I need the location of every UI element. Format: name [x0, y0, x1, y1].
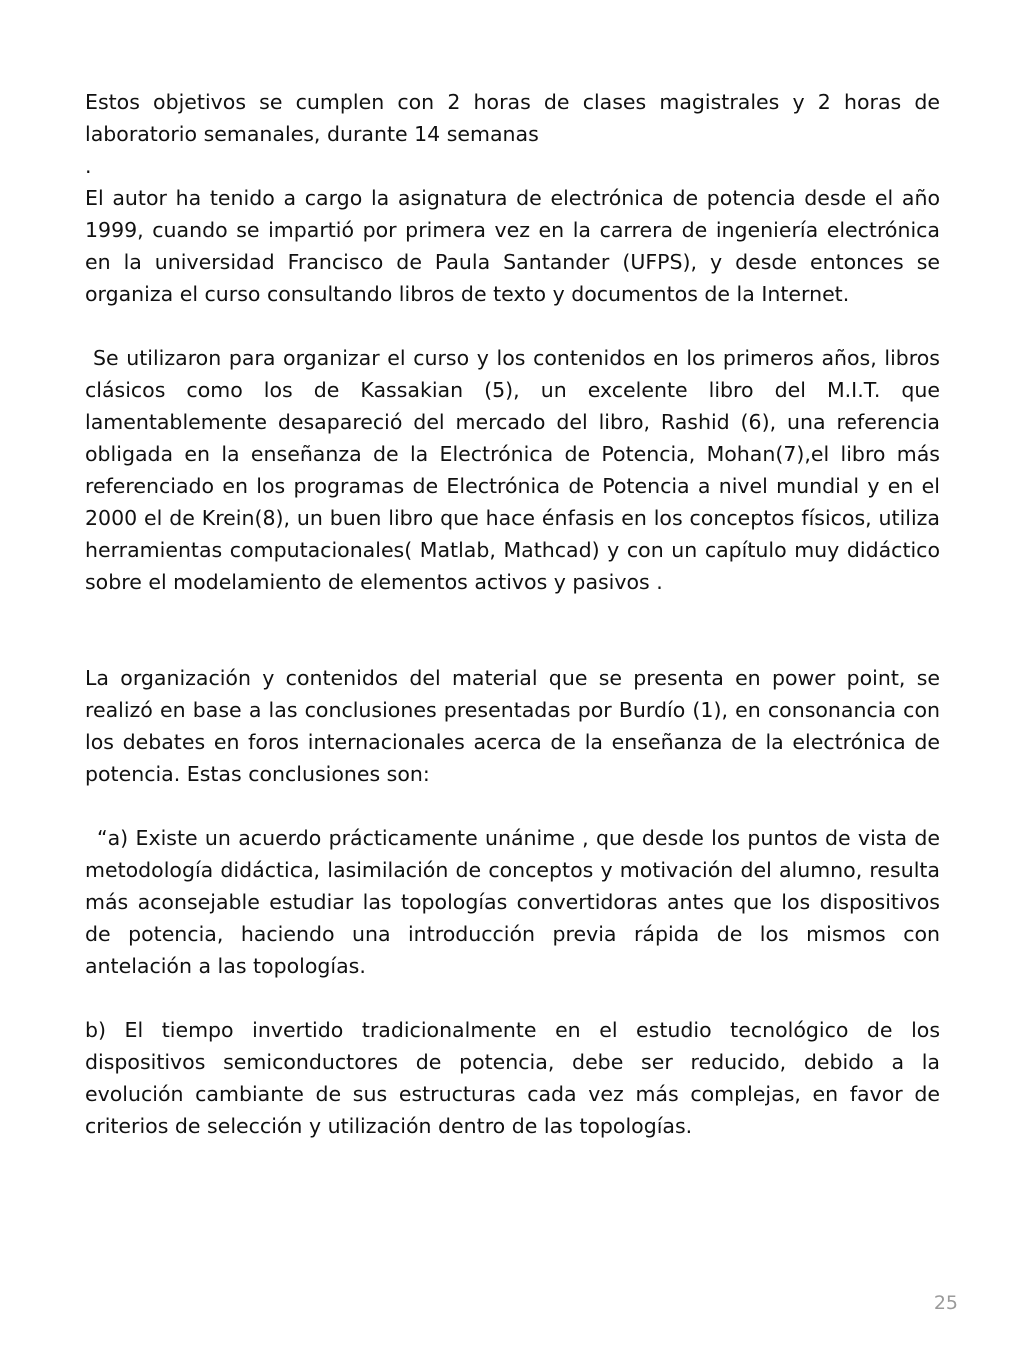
- paragraph-conclusion-a: “a) Existe un acuerdo prácticamente unánime , que desde los puntos de vista de metodología didáctica, lasimilación de conceptos y motivación del alumno, resulta más aconsejable estudiar las topologías convertidoras antes que los dispositivos de potencia, haciendo una introducción previa rápida de los mismos con antelación a las topologías.: [85, 826, 940, 978]
- paragraph-dot: .: [85, 154, 92, 178]
- page-number: 25: [933, 1292, 958, 1314]
- paragraph-schedule: Estos objetivos se cumplen con 2 horas de clases magistrales y 2 horas de laboratorio semanales, durante 14 semanas: [85, 90, 940, 146]
- paragraph-conclusion-b: b) El tiempo invertido tradicionalmente en el estudio tecnológico de los dispositivos semiconductores de potencia, debe ser reducido, debido a la evolución cambiante de sus estructuras cada vez más complejas, en favor de criterios de selección y utilización dentro de las topologías.: [85, 1018, 940, 1138]
- paragraph-organization: La organización y contenidos del material que se presenta en power point, se realizó en base a las conclusiones presentadas por Burdío (1), en consonancia con los debates en foros internacionales acerca de la enseñanza de la electrónica de potencia. Estas conclusiones son:: [85, 666, 940, 786]
- paragraph-author-history: El autor ha tenido a cargo la asignatura de electrónica de potencia desde el año 1999, cuando se impartió por primera vez en la carrera de ingeniería electrónica en la universidad Francisco de Paula Santander (UFPS), y desde entonces se organiza el curso consultando libros de texto y documentos de la Internet.: [85, 186, 940, 306]
- paragraph-reference-books: Se utilizaron para organizar el curso y los contenidos en los primeros años, libros clásicos como los de Kassakian (5), un excelente libro del M.I.T. que lamentablemente desapareció del mercado del libro, Rashid (6), una referencia obligada en la enseñanza de la Electrónica de Potencia, Mohan(7),el libro más referenciado en los programas de Electrónica de Potencia a nivel mundial y en el 2000 el de Krein(8), un buen libro que hace énfasis en los conceptos físicos, utiliza herramientas computacionales( Matlab, Mathcad) y con un capítulo muy didáctico sobre el modelamiento de elementos activos y pasivos .: [85, 346, 940, 594]
- document-body: [85, 86, 940, 1142]
